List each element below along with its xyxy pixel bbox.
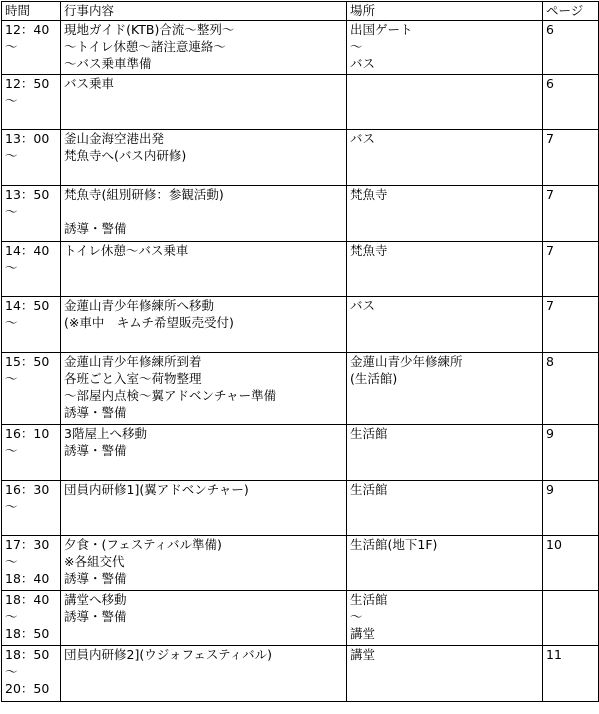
place-cell-line: バス	[350, 131, 376, 146]
table-row	[2, 21, 599, 75]
activity-cell-line	[64, 203, 343, 220]
time-cell-line: ～	[5, 204, 18, 219]
table-row	[2, 591, 599, 646]
time-cell	[2, 186, 61, 242]
table-row	[2, 425, 599, 481]
place-cell	[347, 353, 543, 425]
time-cell-line: ～	[5, 371, 18, 386]
time-cell	[2, 591, 61, 646]
time-cell-line: ～	[5, 93, 18, 108]
place-cell	[347, 646, 543, 702]
activity-cell-line: 誘導・警備	[64, 609, 127, 624]
activity-cell-line: 夕食・(フェスティバル準備)	[64, 537, 222, 552]
time-cell-line: 16：10	[5, 426, 50, 441]
activity-cell	[61, 425, 347, 481]
activity-cell-line: 3階屋上へ移動	[64, 426, 147, 441]
header-row	[2, 2, 599, 21]
place-cell-line: 金蓮山青少年修練所	[350, 354, 463, 369]
activity-cell	[61, 242, 347, 297]
time-cell-line: 17：30	[5, 537, 50, 552]
activity-cell-line: 釜山金海空港出発	[64, 131, 165, 146]
table-row	[2, 536, 599, 591]
header-place: 場所	[347, 2, 543, 21]
activity-cell	[61, 591, 347, 646]
place-cell-line: 生活館	[350, 482, 388, 497]
page-cell: 6	[543, 21, 599, 75]
activity-cell	[61, 481, 347, 536]
activity-cell	[61, 75, 347, 130]
activity-cell-line: 誘導・警備	[64, 405, 127, 420]
place-cell	[347, 75, 543, 130]
time-cell-line: 18：40	[5, 571, 50, 586]
activity-cell-line: 団員内研修2](ウジォフェスティバル)	[64, 647, 272, 662]
table-row	[2, 242, 599, 297]
activity-cell-line: ～バス乗車準備	[64, 56, 152, 71]
place-cell-line: 梵魚寺	[350, 243, 388, 258]
activity-cell	[61, 536, 347, 591]
activity-cell-line: 講堂へ移動	[64, 592, 127, 607]
time-cell	[2, 646, 61, 702]
page-cell: 8	[543, 353, 599, 425]
time-cell	[2, 75, 61, 130]
page-cell: 7	[543, 130, 599, 186]
activity-cell	[61, 186, 347, 242]
time-cell	[2, 536, 61, 591]
time-cell-line: ～	[5, 554, 18, 569]
header-page: ページ	[543, 2, 599, 21]
activity-cell-line: トイレ休憩～バス乗車	[64, 243, 189, 258]
activity-cell-line: ～部屋内点検～翼アドベンチャー準備	[64, 388, 277, 403]
time-cell-line: 12：50	[5, 76, 50, 91]
table-row	[2, 297, 599, 353]
time-cell-line: 14：50	[5, 298, 50, 313]
time-cell-line: ～	[5, 499, 18, 514]
page-cell	[543, 591, 599, 646]
time-cell	[2, 130, 61, 186]
place-cell-line: 講堂	[350, 647, 376, 662]
table-row	[2, 75, 599, 130]
activity-cell-line: ※各組交代	[64, 554, 125, 569]
place-cell-line: 梵魚寺	[350, 187, 388, 202]
activity-cell	[61, 353, 347, 425]
time-cell-line: ～	[5, 260, 18, 275]
activity-cell-line: 梵魚寺へ(バス内研修)	[64, 148, 187, 163]
place-cell-line: 講堂	[350, 626, 376, 641]
place-cell-line: (生活館)	[350, 371, 398, 386]
time-cell-line: 18：50	[5, 626, 50, 641]
time-cell	[2, 242, 61, 297]
place-cell-line: 出国ゲート	[350, 22, 413, 37]
activity-cell-line: (※車中 キムチ希望販売受付)	[64, 315, 234, 330]
time-cell-line: 12：40	[5, 22, 50, 37]
table-row	[2, 646, 599, 702]
page-cell: 9	[543, 425, 599, 481]
time-cell	[2, 21, 61, 75]
header-time: 時間	[2, 2, 61, 21]
time-cell-line: 18：50	[5, 647, 50, 662]
page-cell: 11	[543, 646, 599, 702]
place-cell	[347, 297, 543, 353]
place-cell-line: 生活館(地下1F)	[350, 537, 438, 552]
time-cell-line: ～	[5, 148, 18, 163]
place-cell	[347, 591, 543, 646]
schedule-body	[2, 21, 599, 702]
page-cell: 9	[543, 481, 599, 536]
time-cell-line: 16：30	[5, 482, 50, 497]
place-cell-line: バス	[350, 56, 376, 71]
activity-cell	[61, 21, 347, 75]
activity-cell-line: 金蓮山青少年修練所到着	[64, 354, 202, 369]
table-row	[2, 481, 599, 536]
header-activity: 行事内容	[61, 2, 347, 21]
activity-cell-line: バス乗車	[64, 76, 115, 91]
place-cell	[347, 130, 543, 186]
time-cell-line: ～	[5, 609, 18, 624]
table-row	[2, 130, 599, 186]
place-cell-line: 生活館	[350, 426, 388, 441]
activity-cell-line: 梵魚寺(組別研修：参観活動)	[64, 187, 224, 202]
activity-cell	[61, 297, 347, 353]
schedule-table	[1, 1, 599, 702]
place-cell	[347, 21, 543, 75]
place-cell	[347, 425, 543, 481]
time-cell-line: ～	[5, 315, 18, 330]
time-cell-line: ～	[5, 443, 18, 458]
table-row	[2, 186, 599, 242]
time-cell-line: ～	[5, 39, 18, 54]
time-cell-line: 14：40	[5, 243, 50, 258]
time-cell	[2, 425, 61, 481]
page-cell: 7	[543, 297, 599, 353]
place-cell-line: バス	[350, 298, 376, 313]
activity-cell	[61, 130, 347, 186]
time-cell-line: 13：00	[5, 131, 50, 146]
activity-cell-line: 誘導・警備	[64, 443, 127, 458]
activity-cell-line: 誘導・警備	[64, 571, 127, 586]
activity-cell-line: 現地ガイド(KTB)合流～整列～	[64, 22, 235, 37]
time-cell	[2, 481, 61, 536]
place-cell-line: ～	[350, 39, 363, 54]
page-cell: 7	[543, 242, 599, 297]
place-cell	[347, 186, 543, 242]
time-cell-line: 20：50	[5, 681, 50, 696]
place-cell-line: ～	[350, 609, 363, 624]
activity-cell-line: 団員内研修1](翼アドベンチャー)	[64, 482, 249, 497]
time-cell	[2, 297, 61, 353]
time-cell-line: 18：40	[5, 592, 50, 607]
place-cell	[347, 536, 543, 591]
activity-cell-line: ～トイレ休憩～諸注意連絡～	[64, 39, 226, 54]
place-cell-line: 生活館	[350, 592, 388, 607]
time-cell-line: 13：50	[5, 187, 50, 202]
time-cell-line: 15：50	[5, 354, 50, 369]
activity-cell-line: 各班ごと入室～荷物整理	[64, 371, 202, 386]
page-cell: 6	[543, 75, 599, 130]
time-cell-line: ～	[5, 664, 18, 679]
page-cell: 7	[543, 186, 599, 242]
table-row	[2, 353, 599, 425]
time-cell	[2, 353, 61, 425]
place-cell	[347, 242, 543, 297]
activity-cell	[61, 646, 347, 702]
activity-cell-line: 金蓮山青少年修練所へ移動	[64, 298, 215, 313]
place-cell	[347, 481, 543, 536]
activity-cell-line: 誘導・警備	[64, 221, 127, 236]
page-cell: 10	[543, 536, 599, 591]
